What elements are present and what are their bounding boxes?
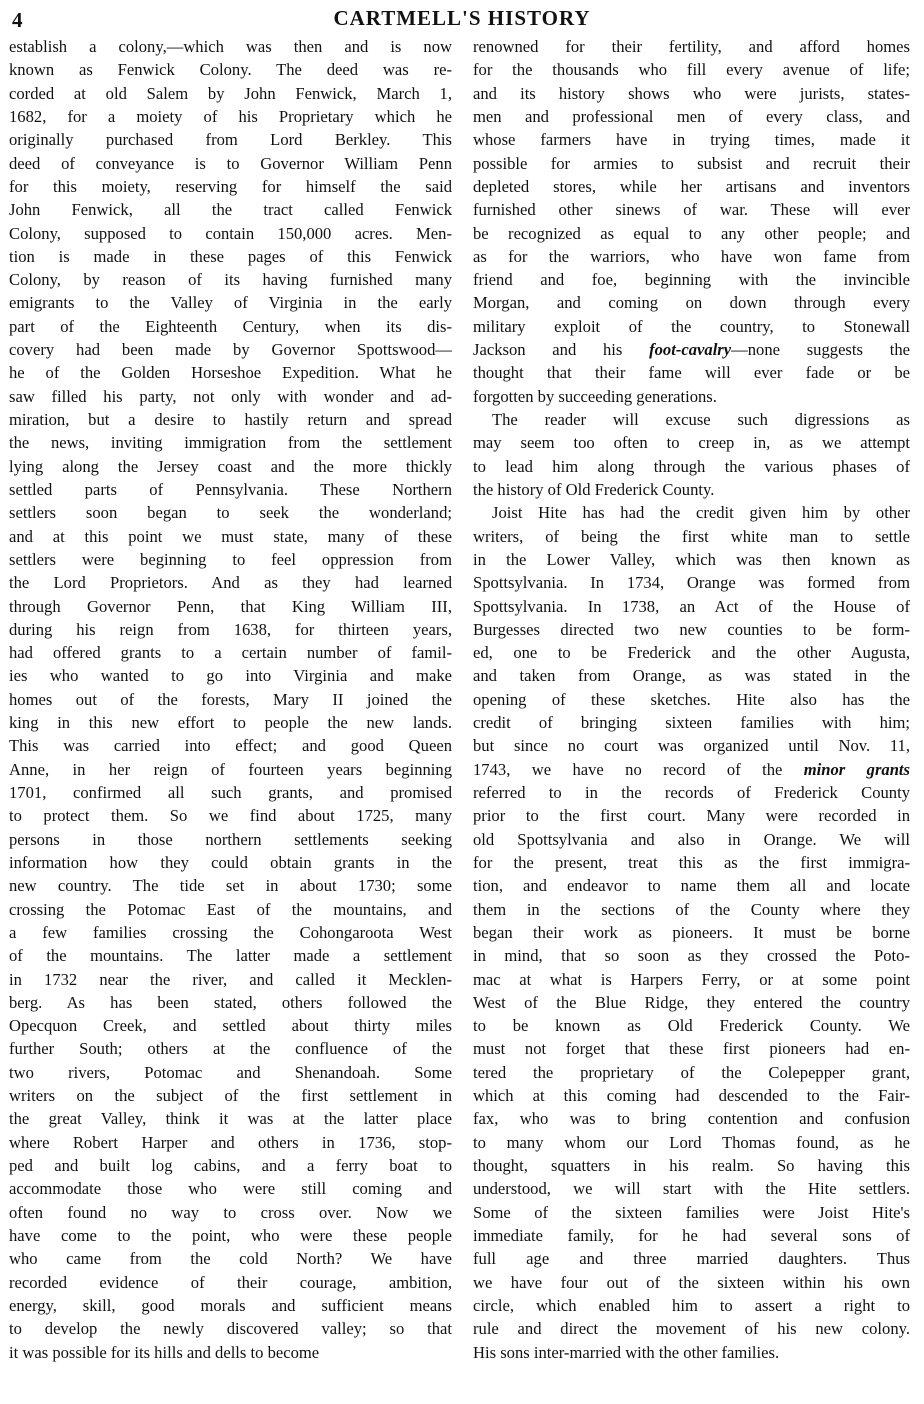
text-line: and its history shows who were jurists, states-	[473, 83, 910, 103]
running-head: CARTMELL'S HISTORY	[333, 6, 591, 30]
text-line: to be known as Old Frederick County. We	[473, 1016, 910, 1036]
text-line: military exploit of the country, to Stonewall	[473, 316, 910, 336]
text-line: deed of conveyance is to Governor William Penn	[9, 153, 452, 173]
text-line: old Spottsylvania and also in Orange. We will	[473, 829, 910, 849]
text-line: of the mountains. The latter made a settlement	[9, 946, 452, 966]
text-line: 1701, confirmed all such grants, and promised	[9, 783, 452, 802]
text-line: further South; others at the confluence of the	[9, 1039, 452, 1059]
text-line: Colony, supposed to contain 150,000 acres. Men-	[9, 223, 452, 243]
text-line: This was carried into effect; and good Queen	[9, 736, 452, 756]
text-line: full age and three married daughters. Thus	[473, 1249, 910, 1269]
text-line: rule and direct the movement of his new colony.	[473, 1319, 910, 1339]
text-line: corded at old Salem by John Fenwick, March 1,	[9, 83, 452, 103]
text-line: in the Lower Valley, which was then known as	[473, 549, 910, 569]
text-line: may seem too often to creep in, as we attempt	[473, 433, 910, 453]
text-line: have come to the point, who were these people	[9, 1225, 452, 1245]
text-line: in mind, that so soon as they crossed the Poto-	[473, 946, 910, 966]
text-line: for this moiety, reserving for himself the said	[9, 176, 452, 196]
text-line	[473, 758, 910, 781]
text-line: to protect them. So we find about 1725, many	[9, 806, 452, 826]
text-line: homes out of the forests, Mary II joined the	[9, 689, 452, 709]
text-line: must not forget that these first pioneers had en-	[473, 1039, 910, 1059]
text-line: berg. As has been stated, others followed the	[9, 992, 452, 1012]
text-line: whose farmers have in trying times, made it	[473, 130, 910, 150]
text-line: king in this new effort to people the new lands.	[9, 713, 452, 733]
text-line: as for the warriors, who have won fame from	[473, 246, 910, 266]
text-line: where Robert Harper and others in 1736, stop-	[9, 1132, 452, 1152]
text-line: settlers were beginning to feel oppression from	[9, 549, 452, 569]
text-line: ies who wanted to go into Virginia and make	[9, 666, 452, 686]
text-line: originally purchased from Lord Berkley. This	[9, 130, 452, 150]
text-line: John Fenwick, all the tract called Fenwick	[9, 200, 452, 220]
text-line: tion, and endeavor to name them all and locate	[473, 876, 910, 896]
page-number: 4	[12, 8, 23, 32]
text-line: settled parts of Pennsylvania. These Northern	[9, 479, 452, 499]
text-line: Anne, in her reign of fourteen years beginning	[9, 759, 452, 779]
text-line: part of the Eighteenth Century, when its dis-	[9, 316, 452, 336]
italic-phrase: minor grants	[803, 759, 910, 779]
text-line: in 1732 near the river, and called it Mecklen-	[9, 969, 452, 989]
text-line: mac at what is Harpers Ferry, or at some point	[473, 969, 910, 989]
text-line: opening of these sketches. Hite also has the	[473, 689, 910, 709]
text-run: 1743, we have no record of the	[473, 759, 804, 779]
text-line: forgotten by succeeding generations.	[473, 386, 717, 406]
text-line: we have four out of the sixteen within his own	[473, 1272, 910, 1292]
text-line: for the present, treat this as the first immigra-	[473, 852, 910, 872]
text-line: friend and foe, beginning with the invincible	[473, 270, 910, 290]
text-line: settlers soon began to seek the wonderland;	[9, 503, 452, 523]
text-line: accommodate those who were still coming and	[9, 1179, 452, 1199]
text-line: West of the Blue Ridge, they entered the country	[473, 992, 910, 1012]
text-line: information how they could obtain grants in the	[9, 852, 452, 872]
text-line: new country. The tide set in about 1730; some	[9, 876, 452, 896]
text-line: Colony, by reason of its having furnished many	[9, 270, 452, 290]
text-line: often found no way to cross over. Now we	[9, 1202, 452, 1222]
left-column	[9, 35, 452, 1364]
text-line: the great Valley, think it was at the latter place	[9, 1109, 452, 1129]
text-line: during his reign from 1638, for thirteen years,	[9, 619, 452, 639]
text-line: be recognized as equal to any other people; and	[473, 223, 910, 243]
text-line: began their work as pioneers. It must be borne	[473, 922, 910, 942]
text-run: —none suggests the	[731, 340, 910, 360]
text-line: who came from the cold North? We have	[9, 1249, 452, 1269]
text-line: the history of Old Frederick County.	[473, 479, 715, 499]
text-line: which at this coming had descended to the Fair-	[473, 1086, 910, 1106]
text-line: referred to in the records of Frederick County	[473, 783, 910, 802]
text-line: a few families crossing the Cohongaroota West	[9, 922, 452, 942]
text-run: Jackson and his	[473, 340, 650, 360]
text-line: energy, skill, good morals and sufficient means	[9, 1295, 452, 1315]
italic-phrase: foot-cavalry	[649, 340, 732, 360]
text-line: them in the sections of the County where they	[473, 899, 910, 919]
text-line: Morgan, and coming on down through every	[473, 293, 910, 313]
text-line: the Lord Proprietors. And as they had learned	[9, 573, 452, 593]
text-line: but since no court was organized until Nov. 11,	[473, 736, 910, 756]
text-line: thought, squatters in his realm. So having this	[473, 1156, 910, 1175]
text-line: renowned for their fertility, and afford homes	[473, 37, 910, 56]
text-line: Spottsylvania. In 1734, Orange was formed from	[473, 573, 910, 593]
right-column	[473, 35, 910, 1364]
text-line: immediate family, for he had several sons of	[473, 1225, 910, 1245]
text-line: for the thousands who fill every avenue of life;	[473, 60, 910, 80]
text-line: Some of the sixteen families were Joist Hite's	[473, 1202, 910, 1222]
text-line: to many whom our Lord Thomas found, as he	[473, 1132, 910, 1152]
text-line	[473, 338, 910, 361]
text-line: through Governor Penn, that King William III,	[9, 596, 452, 616]
text-line: tion is made in these pages of this Fenwick	[9, 246, 452, 266]
text-line: he of the Golden Horseshoe Expedition. What he	[9, 363, 452, 383]
text-line: furnished other sinews of war. These will ever	[473, 200, 910, 220]
text-line: to lead him along through the various phases of	[473, 456, 910, 476]
text-line: 1682, for a moiety of his Proprietary which he	[9, 106, 452, 126]
text-line: covery had been made by Governor Spottswood—	[9, 340, 452, 360]
text-line: The reader will excuse such digressions as	[492, 410, 910, 429]
text-line: establish a colony,—which was then and is now	[9, 37, 452, 56]
text-line: circle, which enabled him to assert a right to	[473, 1295, 910, 1315]
text-line: Joist Hite has had the credit given him by other	[492, 503, 910, 523]
text-line: persons in those northern settlements seeking	[9, 829, 452, 849]
text-line: and taken from Orange, as was stated in the	[473, 666, 910, 686]
text-line: Spottsylvania. In 1738, an Act of the House of	[473, 596, 910, 616]
text-line: writers on the subject of the first settlement in	[9, 1086, 452, 1106]
text-line: credit of bringing sixteen families with him;	[473, 713, 910, 733]
text-line: depleted stores, while her artisans and inventors	[473, 176, 910, 196]
text-line: emigrants to the Valley of Virginia in the early	[9, 293, 452, 313]
text-line: had offered grants to a certain number of famil-	[9, 643, 452, 663]
text-line: tered the proprietary of the Colepepper grant,	[473, 1062, 910, 1082]
text-line: miration, but a desire to hastily return and spread	[9, 410, 452, 429]
text-line: two rivers, Potomac and Shenandoah. Some	[9, 1062, 452, 1082]
text-line: to develop the newly discovered valley; so that	[9, 1319, 452, 1339]
text-line: His sons inter-married with the other families.	[473, 1342, 780, 1362]
text-line: understood, we will start with the Hite settlers.	[473, 1179, 910, 1199]
text-line: ed, one to be Frederick and the other Augusta,	[473, 643, 910, 663]
text-line: known as Fenwick Colony. The deed was re-	[9, 60, 452, 80]
text-line: saw filled his party, not only with wonder and ad-	[9, 386, 452, 406]
text-line: the news, inviting immigration from the settlement	[9, 433, 452, 453]
text-line: possible for armies to subsist and recruit their	[473, 153, 910, 173]
text-line: Opecquon Creek, and settled about thirty miles	[9, 1016, 452, 1036]
text-line: lying along the Jersey coast and the more thickly	[9, 456, 452, 476]
text-line: fax, who was to bring contention and confusion	[473, 1109, 910, 1129]
text-line: Burgesses directed two new counties to be form-	[473, 619, 910, 639]
text-line: men and professional men of every class, and	[473, 106, 910, 126]
text-line: recorded evidence of their courage, ambition,	[9, 1272, 452, 1292]
text-line: prior to the first court. Many were recorded in	[473, 806, 910, 826]
text-line: it was possible for its hills and dells to become	[9, 1342, 320, 1362]
text-line: and at this point we must state, many of these	[9, 526, 452, 546]
text-line: writers, of being the first white man to settle	[473, 526, 910, 546]
text-line: crossing the Potomac East of the mountains, and	[9, 899, 452, 919]
text-line: thought that their fame will ever fade or be	[473, 363, 910, 383]
text-line: ped and built log cabins, and a ferry boat to	[9, 1156, 452, 1175]
